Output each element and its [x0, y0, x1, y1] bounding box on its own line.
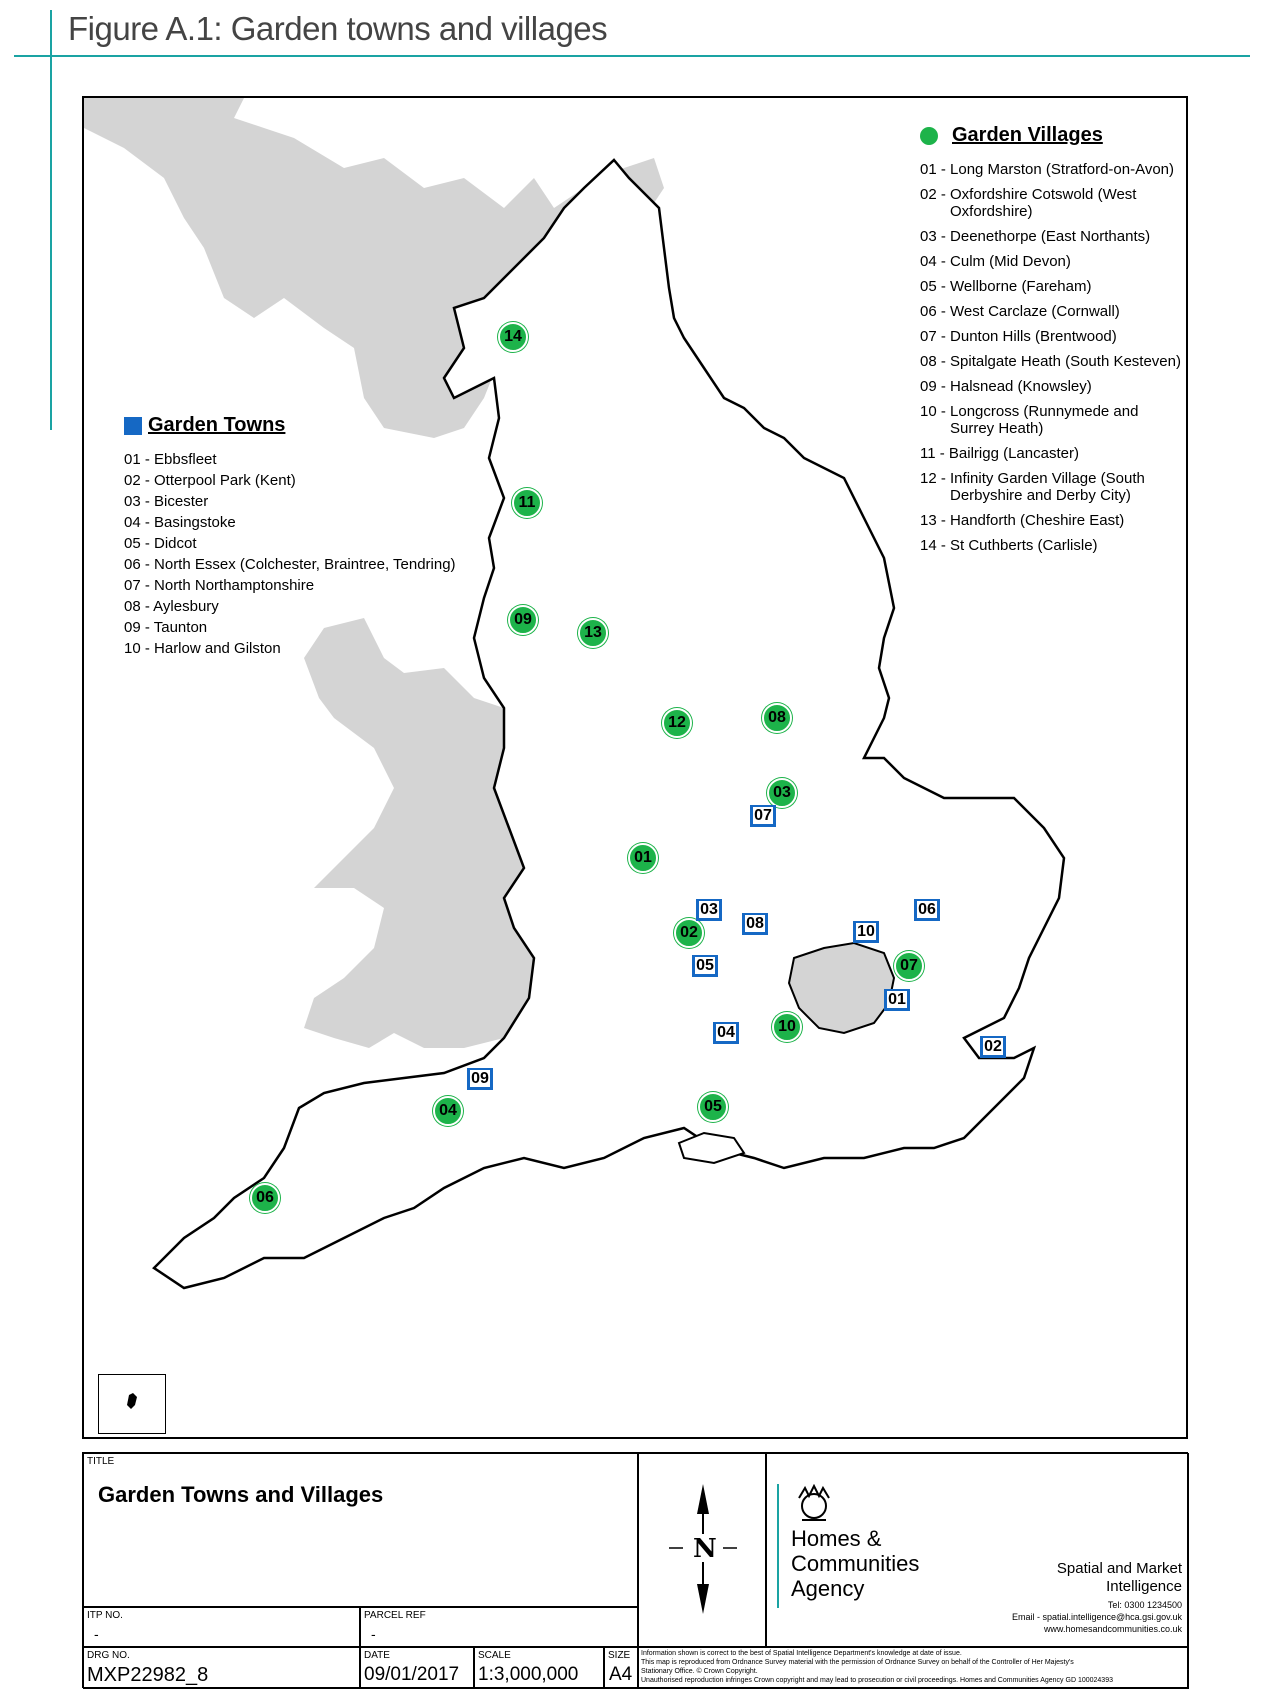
village-marker[interactable]: 06 [250, 1183, 280, 1213]
agency-name-line: Communities [791, 1551, 920, 1576]
drg-value: MXP22982_8 [87, 1664, 209, 1686]
itp-cell [83, 1607, 360, 1647]
parcel-value: - [371, 1626, 376, 1642]
disclaimer-line: This map is reproduced from Ordnance Survey material with the permission of Ordnance Survey on behalf of the Controller of Her Majesty's [641, 1659, 1074, 1666]
parcel-label: PARCEL REF [364, 1610, 426, 1621]
spatial-intelligence-line: Intelligence [1106, 1578, 1182, 1595]
legend-village-item: 08 - Spitalgate Heath (South Kesteven) [920, 353, 1181, 370]
legend-village-item: 09 - Halsnead (Knowsley) [920, 378, 1092, 395]
town-marker[interactable]: 01 [884, 989, 910, 1011]
village-marker[interactable]: 13 [578, 618, 608, 648]
village-marker[interactable]: 10 [772, 1012, 802, 1042]
north-letter: N [693, 1534, 717, 1564]
agency-name-line: Agency [791, 1576, 865, 1601]
isle-of-wight [679, 1133, 744, 1163]
town-marker[interactable]: 10 [853, 921, 879, 943]
village-marker[interactable]: 01 [628, 843, 658, 873]
village-marker[interactable]: 05 [698, 1092, 728, 1122]
north-arrow-cell [638, 1453, 766, 1647]
map-title: Garden Towns and Villages [98, 1482, 384, 1507]
village-marker[interactable]: 08 [762, 703, 792, 733]
legend-village-item: 03 - Deenethorpe (East Northants) [920, 228, 1151, 245]
legend-village-item: 05 - Wellborne (Fareham) [920, 278, 1092, 295]
blue-square-icon [124, 417, 142, 435]
date-value: 09/01/2017 [364, 1664, 460, 1685]
town-marker[interactable]: 05 [692, 955, 718, 977]
disclaimer-cell [638, 1647, 1189, 1689]
legend-town-item: 10 - Harlow and Gilston [124, 640, 281, 657]
legend-village-item: 02 - Oxfordshire Cotswold (West Oxfordshire) [920, 186, 1137, 220]
figure-title: Figure A.1: Garden towns and villages [68, 10, 608, 47]
legend-village-item: 14 - St Cuthberts (Carlisle) [920, 537, 1098, 554]
agency-name-line: Homes & [791, 1526, 882, 1551]
legend-village-item: 07 - Dunton Hills (Brentwood) [920, 328, 1117, 345]
disclaimer-line: Information shown is correct to the best of Spatial Intelligence Department's knowledge at date of issue. [641, 1650, 962, 1657]
parcel-cell [360, 1607, 638, 1647]
title-cell [83, 1453, 638, 1607]
spatial-intelligence-line: Spatial and Market [1056, 1560, 1182, 1577]
agency-accent-bar [777, 1484, 779, 1608]
disclaimer-line: Stationary Office. © Crown Copyright. [641, 1668, 758, 1675]
legend-town-item: 06 - North Essex (Colchester, Braintree, Tendring) [124, 556, 456, 573]
title-block [82, 1452, 1188, 1688]
legend-village-item: 04 - Culm (Mid Devon) [920, 253, 1071, 270]
legend-village-item: 06 - West Carclaze (Cornwall) [920, 303, 1120, 320]
town-marker[interactable]: 08 [742, 913, 768, 935]
disclaimer-line: Unauthorised reproduction infringes Crown copyright and may lead to prosecution or civil proceedings. Homes and Communities Agency GD 100024393 [641, 1677, 1113, 1684]
title-label: TITLE [87, 1456, 115, 1467]
scale-cell [474, 1647, 604, 1689]
inset-map [98, 1374, 166, 1434]
royal-crest-icon [791, 1484, 837, 1526]
scale-value: 1:3,000,000 [478, 1664, 579, 1685]
legend-town-item: 05 - Didcot [124, 535, 197, 552]
drg-label: DRG NO. [87, 1650, 130, 1661]
itp-value: - [94, 1626, 99, 1642]
size-cell [604, 1647, 638, 1689]
size-value: A4 [609, 1664, 633, 1685]
drg-cell [83, 1647, 360, 1689]
village-marker[interactable]: 07 [894, 951, 924, 981]
village-marker[interactable]: 02 [674, 918, 704, 948]
legend-towns-heading: Garden Towns [124, 414, 544, 437]
village-marker[interactable]: 11 [512, 488, 542, 518]
town-marker[interactable]: 02 [980, 1036, 1006, 1058]
contact-web: www.homesandcommunities.co.uk [1043, 1624, 1182, 1634]
green-dot-icon [920, 127, 938, 145]
legend-town-item: 09 - Taunton [124, 619, 208, 636]
legend-town-item: 03 - Bicester [124, 493, 209, 510]
village-marker[interactable]: 14 [498, 322, 528, 352]
legend-village-item: 01 - Long Marston (Stratford-on-Avon) [920, 161, 1175, 178]
legend-town-item: 02 - Otterpool Park (Kent) [124, 472, 296, 489]
legend-garden-towns [124, 414, 544, 661]
legend-village-item: 12 - Infinity Garden Village (South Derbyshire and Derby City) [920, 470, 1145, 504]
town-marker[interactable]: 03 [696, 899, 722, 921]
size-label: SIZE [608, 1650, 631, 1661]
village-marker[interactable]: 03 [767, 778, 797, 808]
contact-tel: Tel: 0300 1234500 [1107, 1600, 1182, 1610]
itp-label: ITP NO. [87, 1610, 123, 1621]
contact-email: Email - spatial.intelligence@hca.gsi.gov.uk [1011, 1612, 1182, 1622]
scale-label: SCALE [478, 1650, 511, 1661]
town-marker[interactable]: 04 [713, 1022, 739, 1044]
accent-vertical-rule [50, 10, 52, 430]
town-marker[interactable]: 09 [467, 1068, 493, 1090]
legend-village-item: 10 - Longcross (Runnymede and Surrey Heath) [920, 403, 1139, 437]
legend-villages-heading: Garden Villages [920, 124, 1190, 147]
town-marker[interactable]: 06 [914, 899, 940, 921]
legend-town-item: 07 - North Northamptonshire [124, 577, 315, 594]
legend-town-item: 04 - Basingstoke [124, 514, 236, 531]
date-label: DATE [364, 1650, 390, 1661]
legend-village-item: 13 - Handforth (Cheshire East) [920, 512, 1125, 529]
town-marker[interactable]: 07 [750, 805, 776, 827]
village-marker[interactable]: 12 [662, 708, 692, 738]
legend-town-item: 01 - Ebbsfleet [124, 451, 217, 468]
legend-town-item: 08 - Aylesbury [124, 598, 219, 615]
village-marker[interactable]: 09 [508, 605, 538, 635]
legend-garden-villages [920, 124, 1190, 562]
accent-horizontal-rule [14, 55, 1250, 57]
date-cell [360, 1647, 474, 1689]
legend-village-item: 11 - Bailrigg (Lancaster) [920, 445, 1079, 462]
village-marker[interactable]: 04 [433, 1096, 463, 1126]
agency-cell [766, 1453, 1189, 1647]
